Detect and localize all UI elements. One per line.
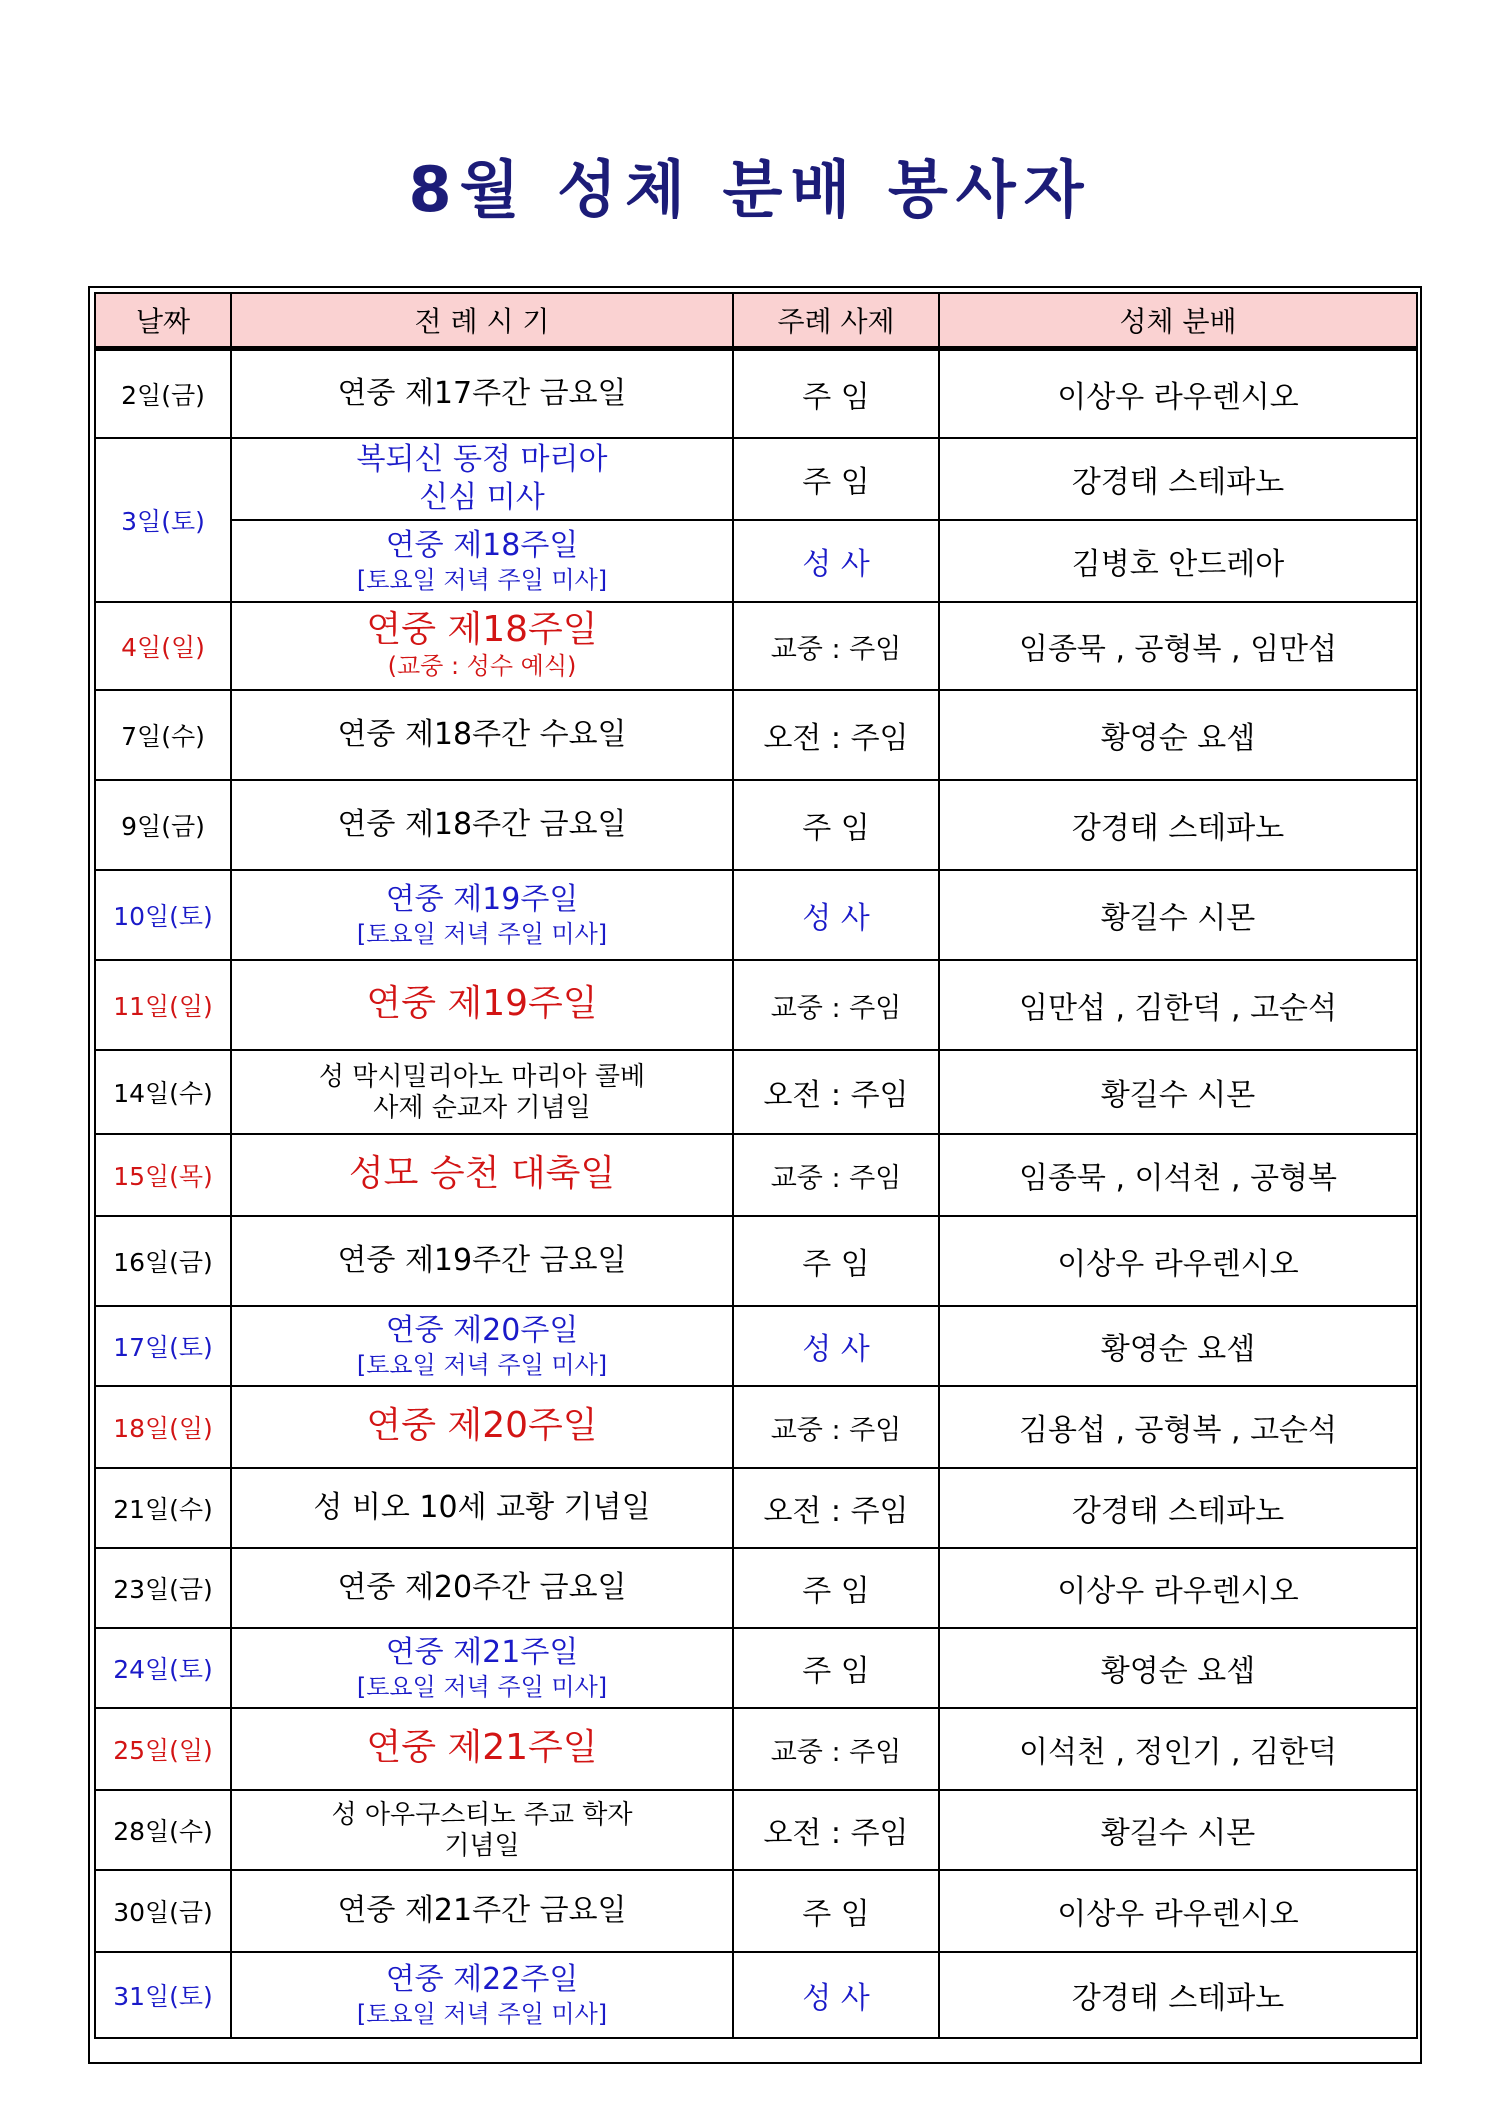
servers-cell: 김용섭 , 공형복 , 고순석	[939, 1386, 1417, 1468]
table-row	[95, 1216, 1417, 1306]
date-cell: 15일(목)	[95, 1134, 231, 1216]
liturgy-title: 연중 제21주일	[366, 1727, 598, 1768]
celebrant-cell: 오전 : 주임	[733, 1050, 939, 1134]
liturgy-title: 연중 제21주간 금요일	[337, 1893, 627, 1928]
liturgy-title: 성모 승천 대축일	[348, 1153, 616, 1194]
date-cell: 2일(금)	[95, 350, 231, 438]
liturgy-title: 연중 제20주일	[385, 1313, 579, 1348]
liturgy-cell	[231, 1134, 733, 1216]
liturgy-cell	[231, 438, 733, 520]
celebrant-cell: 주 임	[733, 1216, 939, 1306]
header-celebrant: 주례 사제	[733, 293, 939, 348]
liturgy-cell	[231, 1952, 733, 2038]
liturgy-cell	[231, 1216, 733, 1306]
liturgy-cell	[231, 1050, 733, 1134]
table-row	[95, 870, 1417, 960]
liturgy-subtitle: 신심 미사	[419, 480, 545, 515]
celebrant-cell: 오전 : 주임	[733, 1468, 939, 1548]
date-cell: 21일(수)	[95, 1468, 231, 1548]
servers-cell: 임종묵 , 이석천 , 공형복	[939, 1134, 1417, 1216]
liturgy-cell	[231, 1790, 733, 1870]
date-cell: 3일(토)	[95, 438, 231, 602]
liturgy-subtitle: [토요일 저녁 주일 미사]	[356, 1351, 608, 1379]
celebrant-cell: 성 사	[733, 1306, 939, 1386]
servers-cell: 황길수 시몬	[939, 1050, 1417, 1134]
servers-cell: 임종묵 , 공형복 , 임만섭	[939, 602, 1417, 690]
liturgy-cell	[231, 520, 733, 602]
date-cell: 9일(금)	[95, 780, 231, 870]
table-row	[95, 1468, 1417, 1548]
table-row	[95, 690, 1417, 780]
liturgy-cell	[231, 602, 733, 690]
liturgy-cell	[231, 1708, 733, 1790]
table-row	[95, 1306, 1417, 1386]
liturgy-title: 연중 제17주간 금요일	[337, 376, 627, 411]
liturgy-title: 연중 제22주일	[385, 1962, 579, 1997]
date-cell: 7일(수)	[95, 690, 231, 780]
liturgy-title: 연중 제18주간 금요일	[337, 807, 627, 842]
celebrant-cell: 오전 : 주임	[733, 690, 939, 780]
liturgy-cell	[231, 1468, 733, 1548]
header-date: 날짜	[95, 293, 231, 348]
liturgy-title: 연중 제18주일	[366, 609, 598, 650]
date-cell: 17일(토)	[95, 1306, 231, 1386]
table-row	[95, 780, 1417, 870]
celebrant-cell: 오전 : 주임	[733, 1790, 939, 1870]
servers-cell: 이상우 라우렌시오	[939, 350, 1417, 438]
liturgy-title: 복되신 동정 마리아	[356, 442, 608, 477]
date-cell: 4일(일)	[95, 602, 231, 690]
celebrant-cell: 주 임	[733, 780, 939, 870]
date-cell: 24일(토)	[95, 1628, 231, 1708]
servers-cell: 이상우 라우렌시오	[939, 1216, 1417, 1306]
schedule-table-frame	[88, 286, 1422, 2064]
liturgy-title: 연중 제20주간 금요일	[337, 1570, 627, 1605]
servers-cell: 강경태 스테파노	[939, 780, 1417, 870]
header-row	[95, 293, 1417, 348]
servers-cell: 황길수 시몬	[939, 870, 1417, 960]
table-row	[95, 1134, 1417, 1216]
liturgy-title: 연중 제21주일	[385, 1635, 579, 1670]
table-row	[95, 1790, 1417, 1870]
date-cell: 23일(금)	[95, 1548, 231, 1628]
celebrant-cell: 교중 : 주임	[733, 1134, 939, 1216]
liturgy-subtitle: [토요일 저녁 주일 미사]	[356, 1673, 608, 1701]
liturgy-title: 연중 제19주일	[366, 983, 598, 1024]
date-cell: 18일(일)	[95, 1386, 231, 1468]
liturgy-title: 성 아우구스티노 주교 학자	[331, 1800, 633, 1830]
liturgy-title: 연중 제18주일	[385, 528, 579, 563]
table-row	[95, 1708, 1417, 1790]
table-row	[95, 438, 1417, 520]
celebrant-cell: 교중 : 주임	[733, 602, 939, 690]
liturgy-cell	[231, 1306, 733, 1386]
liturgy-title: 연중 제19주일	[385, 882, 579, 917]
celebrant-cell: 교중 : 주임	[733, 1386, 939, 1468]
header-liturgy: 전 례 시 기	[231, 293, 733, 348]
table-row	[95, 1548, 1417, 1628]
schedule-table	[94, 292, 1418, 2039]
celebrant-cell: 교중 : 주임	[733, 1708, 939, 1790]
servers-cell: 강경태 스테파노	[939, 1468, 1417, 1548]
celebrant-cell: 주 임	[733, 1870, 939, 1952]
celebrant-cell: 주 임	[733, 350, 939, 438]
table-row	[95, 960, 1417, 1050]
date-cell: 31일(토)	[95, 1952, 231, 2038]
celebrant-cell: 교중 : 주임	[733, 960, 939, 1050]
celebrant-cell: 주 임	[733, 1628, 939, 1708]
table-row	[95, 1952, 1417, 2038]
servers-cell: 임만섭 , 김한덕 , 고순석	[939, 960, 1417, 1050]
liturgy-subtitle: [토요일 저녁 주일 미사]	[356, 2000, 608, 2028]
table-row	[95, 520, 1417, 602]
date-cell: 25일(일)	[95, 1708, 231, 1790]
servers-cell: 이상우 라우렌시오	[939, 1548, 1417, 1628]
date-cell: 11일(일)	[95, 960, 231, 1050]
servers-cell: 황길수 시몬	[939, 1790, 1417, 1870]
table-row	[95, 1870, 1417, 1952]
date-cell: 10일(토)	[95, 870, 231, 960]
liturgy-title: 성 막시밀리아노 마리아 콜베	[318, 1062, 646, 1092]
servers-cell: 황영순 요셉	[939, 1306, 1417, 1386]
page-title: 8월 성체 분배 봉사자	[408, 153, 1092, 226]
liturgy-cell	[231, 870, 733, 960]
date-cell: 30일(금)	[95, 1870, 231, 1952]
liturgy-title: 연중 제18주간 수요일	[337, 717, 627, 752]
liturgy-cell	[231, 1548, 733, 1628]
celebrant-cell: 성 사	[733, 870, 939, 960]
liturgy-title: 연중 제19주간 금요일	[337, 1243, 627, 1278]
liturgy-subtitle: [토요일 저녁 주일 미사]	[356, 566, 608, 594]
servers-cell: 황영순 요셉	[939, 1628, 1417, 1708]
celebrant-cell: 주 임	[733, 438, 939, 520]
liturgy-subtitle: (교중 : 성수 예식)	[387, 652, 577, 680]
liturgy-cell	[231, 960, 733, 1050]
table-row	[95, 1050, 1417, 1134]
liturgy-subtitle: 기념일	[444, 1831, 520, 1861]
servers-cell: 강경태 스테파노	[939, 438, 1417, 520]
liturgy-cell	[231, 1386, 733, 1468]
liturgy-cell	[231, 1628, 733, 1708]
table-row	[95, 602, 1417, 690]
liturgy-cell	[231, 780, 733, 870]
liturgy-subtitle: [토요일 저녁 주일 미사]	[356, 920, 608, 948]
liturgy-title: 연중 제20주일	[366, 1405, 598, 1446]
table-row	[95, 1386, 1417, 1468]
date-cell: 16일(금)	[95, 1216, 231, 1306]
liturgy-cell	[231, 1870, 733, 1952]
servers-cell: 김병호 안드레아	[939, 520, 1417, 602]
celebrant-cell: 주 임	[733, 1548, 939, 1628]
header-servers: 성체 분배	[939, 293, 1417, 348]
liturgy-cell	[231, 350, 733, 438]
liturgy-cell	[231, 690, 733, 780]
table-row	[95, 350, 1417, 438]
date-cell: 28일(수)	[95, 1790, 231, 1870]
celebrant-cell: 성 사	[733, 1952, 939, 2038]
servers-cell: 황영순 요셉	[939, 690, 1417, 780]
date-cell: 14일(수)	[95, 1050, 231, 1134]
liturgy-subtitle: 사제 순교자 기념일	[373, 1093, 591, 1123]
celebrant-cell: 성 사	[733, 520, 939, 602]
servers-cell: 이석천 , 정인기 , 김한덕	[939, 1708, 1417, 1790]
servers-cell: 이상우 라우렌시오	[939, 1870, 1417, 1952]
liturgy-title: 성 비오 10세 교황 기념일	[313, 1490, 651, 1525]
servers-cell: 강경태 스테파노	[939, 1952, 1417, 2038]
table-row	[95, 1628, 1417, 1708]
